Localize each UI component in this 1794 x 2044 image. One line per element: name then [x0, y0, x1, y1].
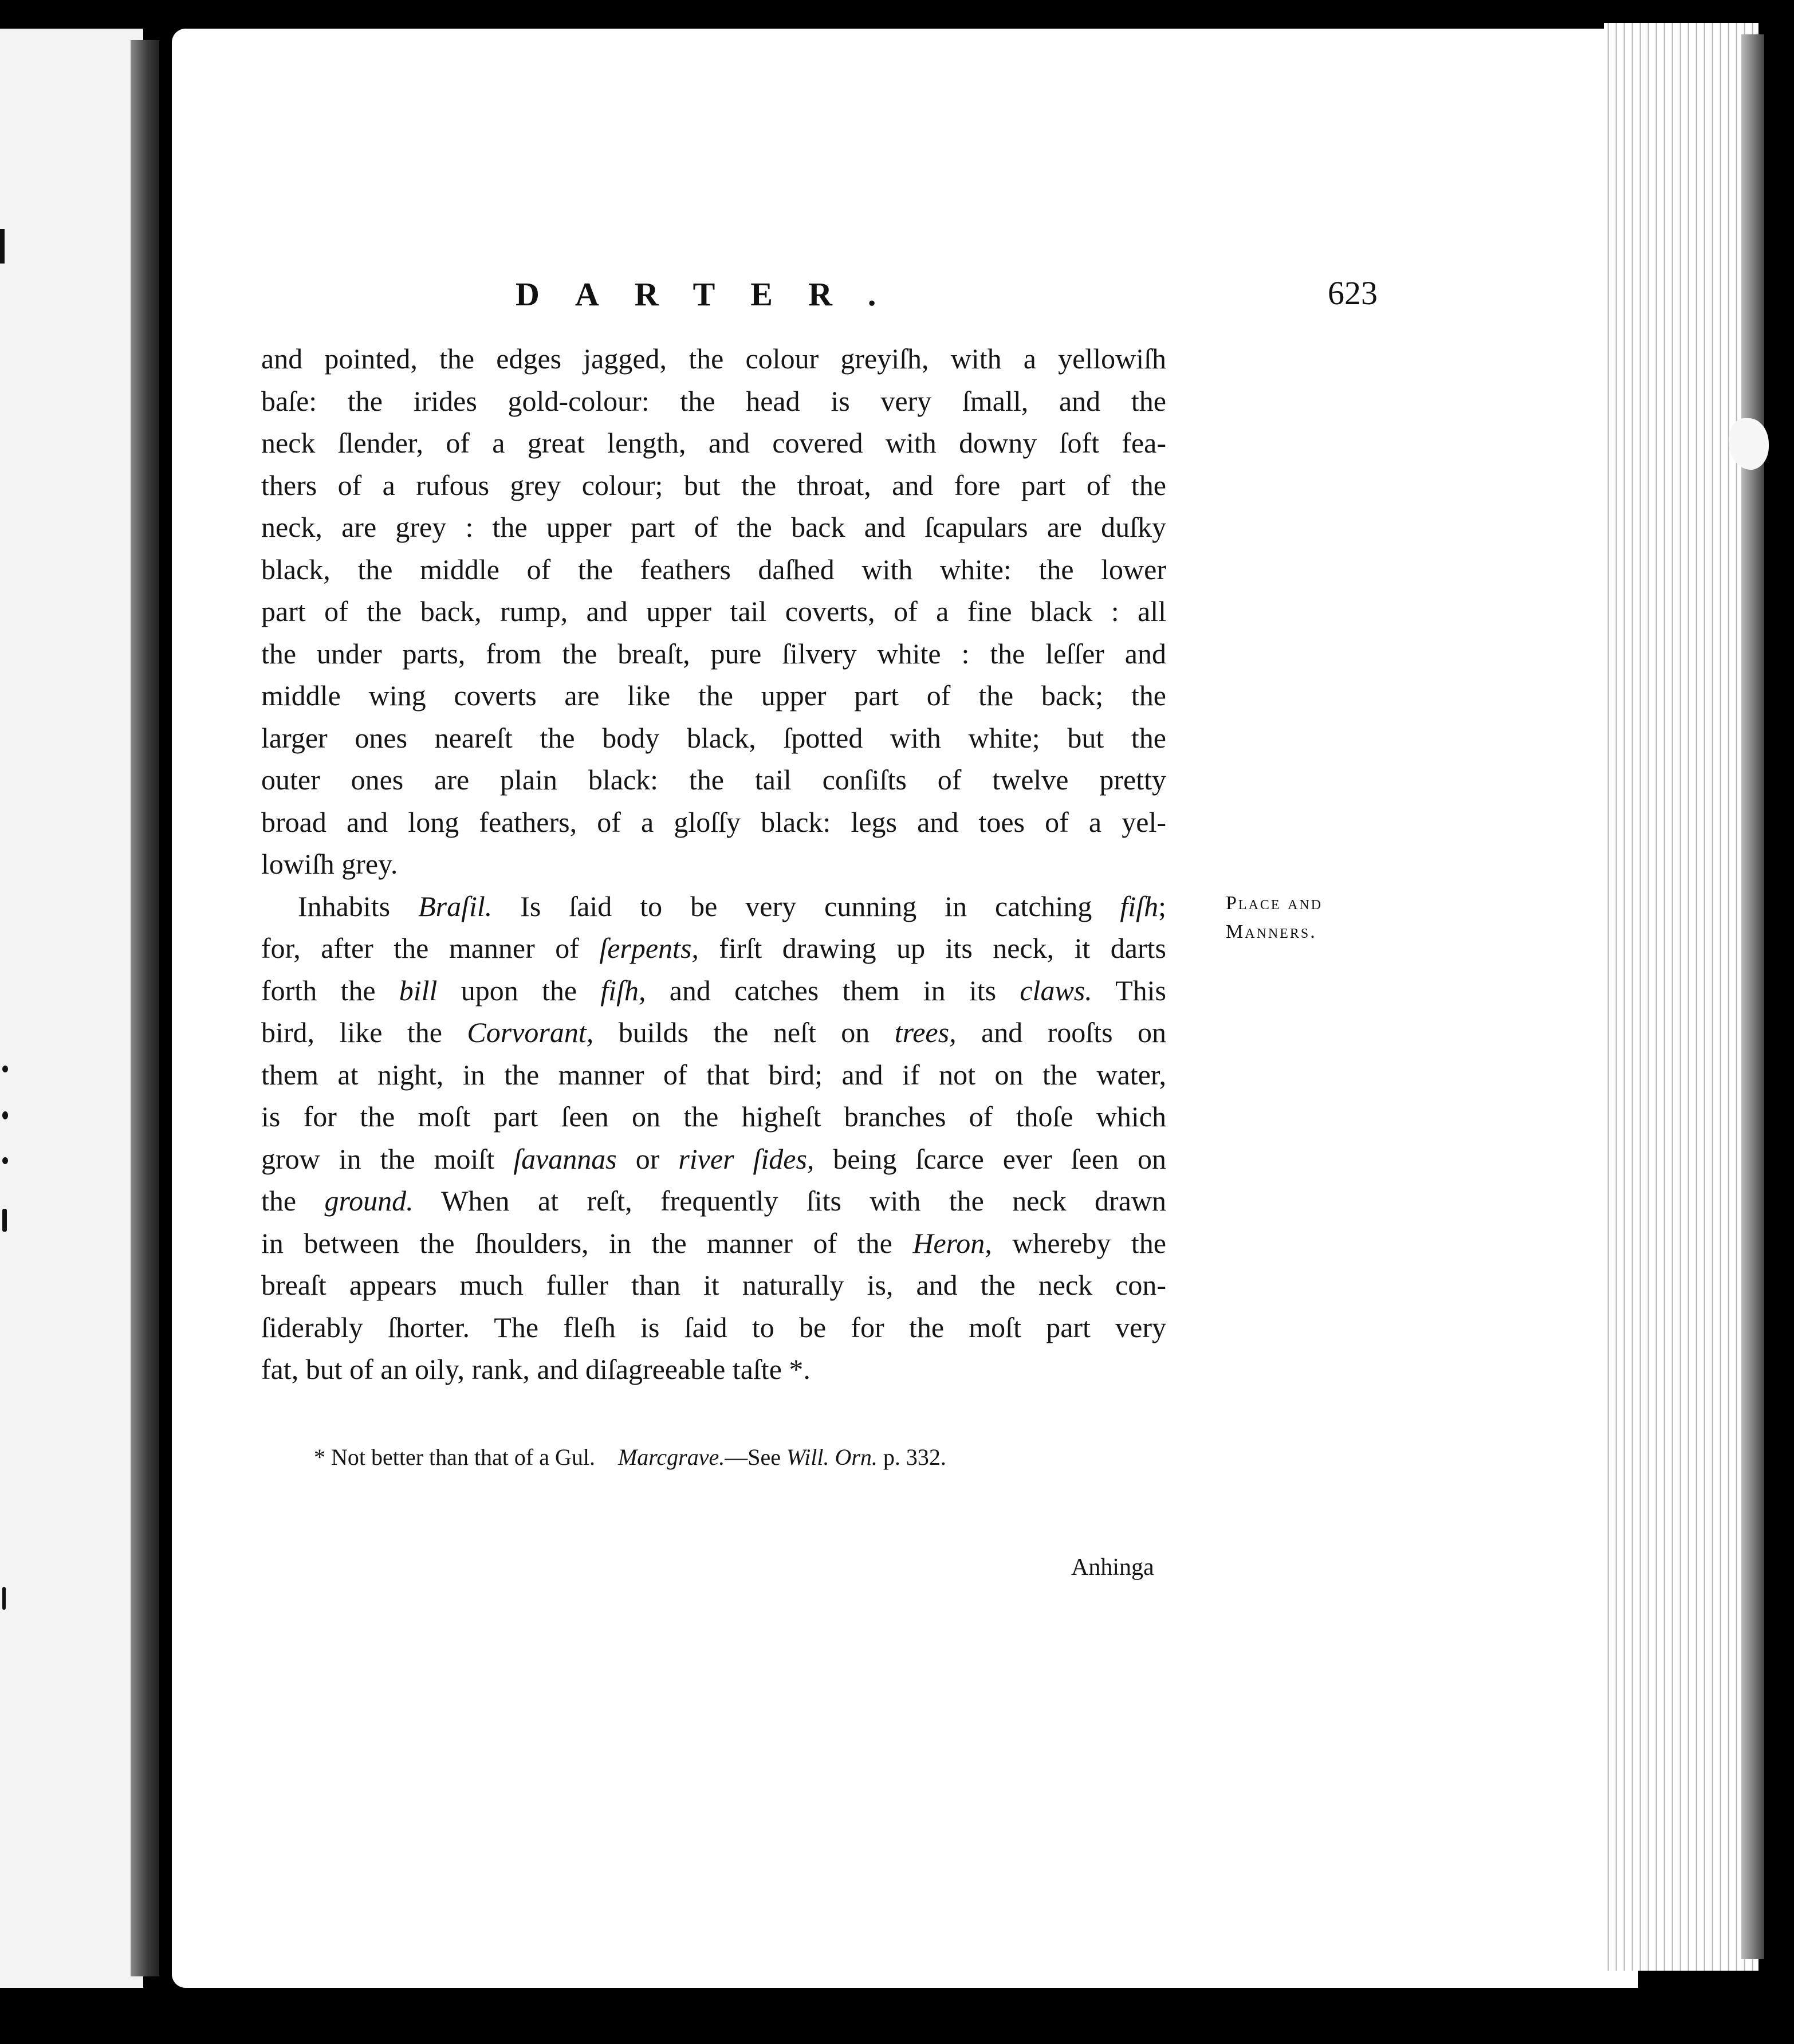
footnote-page: p. 332.: [877, 1444, 946, 1470]
text-line: middle wing coverts are like the upper part of the back; the: [261, 679, 1166, 712]
text-line: part of the back, rump, and upper tail coverts, of a fine black : all: [261, 595, 1166, 627]
footnote-text: Not better than that of a Gul.: [331, 1444, 595, 1470]
catchword: Anhinga: [1071, 1554, 1154, 1581]
text-line: bird, like the Corvorant, builds the neſt on trees, and rooſts on: [261, 1016, 1166, 1048]
ink-dot: [2, 1066, 8, 1072]
text-line: ſiderably ſhorter. The fleſh is ſaid to be for the moſt part very: [261, 1311, 1166, 1343]
ink-dot: [2, 1157, 8, 1164]
running-head: DARTER.: [516, 276, 912, 313]
text-line: broad and long feathers, of a gloſſy black: legs and toes of a yel-: [261, 805, 1166, 838]
marginal-note-line: Place and: [1226, 893, 1323, 914]
marginal-note: [1226, 889, 1375, 946]
footnote-source: Marcgrave.: [617, 1444, 725, 1470]
text-line: outer ones are plain black: the tail conſiſts of twelve pretty: [261, 764, 1166, 796]
text-line: breaſt appears much fuller than it naturally is, and the neck con-: [261, 1269, 1166, 1301]
text-line: in between the ſhoulders, in the manner of the Heron, whereby the: [261, 1227, 1166, 1259]
text-line: forth the bill upon the fiſh, and catches them in its claws. This: [261, 974, 1166, 1007]
page-edge-mark: [0, 229, 5, 264]
ink-dot: [2, 1209, 7, 1232]
text-line: neck, are grey : the upper part of the back and ſcapulars are duſky: [261, 511, 1166, 543]
text-line: fat, but of an oily, rank, and diſagreeable taſte *.: [261, 1353, 811, 1385]
text-line: grow in the moiſt ſavannas or river ſides, being ſcarce ever ſeen on: [261, 1142, 1166, 1175]
text-line: is for the moſt part ſeen on the higheſt branches of thoſe which: [261, 1100, 1166, 1133]
page-number: 623: [1328, 274, 1378, 312]
footnote-reference: Will. Orn.: [786, 1444, 878, 1470]
text-line: neck ſlender, of a great length, and covered with downy ſoft fea-: [261, 427, 1166, 459]
text-line: baſe: the irides gold-colour: the head is very ſmall, and the: [261, 384, 1166, 417]
text-line: and pointed, the edges jagged, the colour greyiſh, with a yellowiſh: [261, 343, 1166, 375]
text-line: Inhabits Braſil. Is ſaid to be very cunning in catching fiſh;: [298, 890, 1166, 922]
text-line: the under parts, from the breaſt, pure ſilvery white : the leſſer and: [261, 637, 1166, 670]
footnote: [314, 1444, 946, 1471]
text-line: them at night, in the manner of that bird; and if not on the water,: [261, 1058, 1166, 1091]
text-line: the ground. When at reſt, frequently ſits with the neck drawn: [261, 1185, 1166, 1217]
text-line: black, the middle of the feathers daſhed with white: the lower: [261, 553, 1166, 585]
footnote-marker: *: [314, 1444, 325, 1470]
footnote-text: —See: [725, 1444, 786, 1470]
ink-dot: [2, 1587, 6, 1610]
page-edges-shadow: [1741, 34, 1764, 1959]
marginal-note-line: Manners.: [1226, 921, 1317, 942]
book-gutter: [131, 40, 159, 1976]
ink-dot: [2, 1111, 8, 1119]
text-line: for, after the manner of ſerpents, firſt drawing up its neck, it darts: [261, 932, 1166, 964]
text-line: thers of a rufous grey colour; but the throat, and fore part of the: [261, 469, 1166, 501]
stacked-page-edges: [1604, 23, 1758, 1971]
facing-page: [0, 29, 143, 1988]
text-line: lowiſh grey.: [261, 848, 398, 880]
text-line: larger ones neareſt the body black, ſpotted with white; but the: [261, 721, 1166, 754]
body-text: [261, 338, 1166, 1391]
